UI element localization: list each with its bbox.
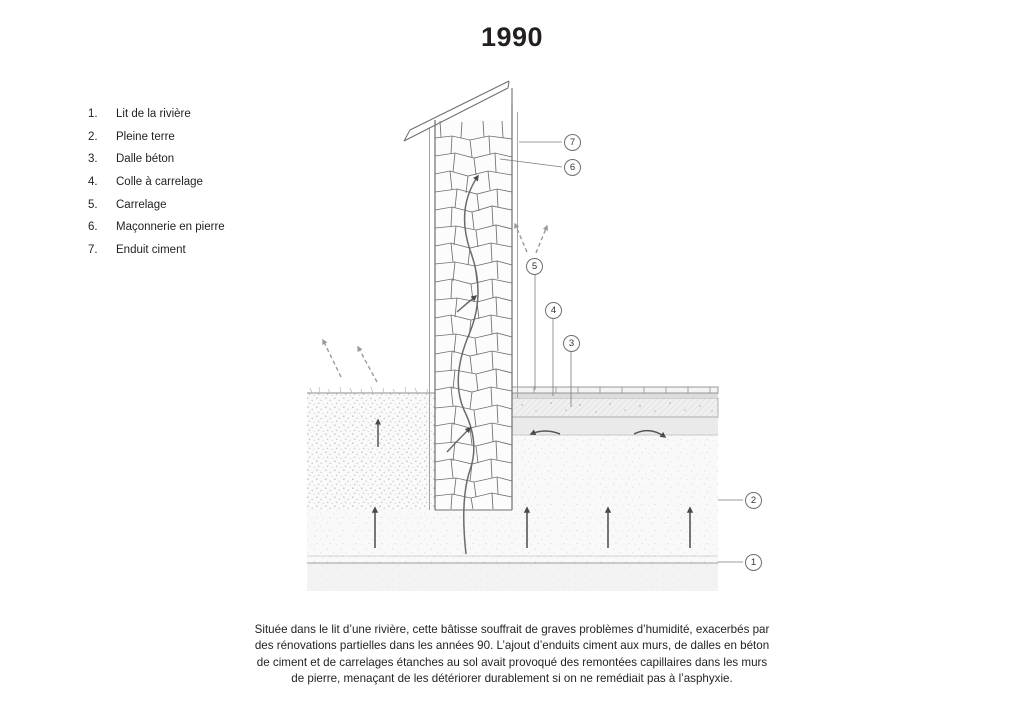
callout-1[interactable]: 1 xyxy=(745,554,762,571)
tile-layer xyxy=(512,387,718,393)
legend-label: Lit de la rivière xyxy=(116,108,191,120)
legend-number: 7. xyxy=(88,244,98,257)
legend-label: Colle à carrelage xyxy=(116,176,203,189)
floor-assembly xyxy=(512,387,718,417)
legend-label: Dalle béton xyxy=(116,153,175,166)
legend-number: 6. xyxy=(88,221,98,234)
callout-4[interactable]: 4 xyxy=(545,302,562,319)
exterior-ground-line xyxy=(307,387,435,393)
legend-number: 4. xyxy=(88,176,98,189)
legend-number: 1. xyxy=(88,108,98,120)
page-title: 1990 xyxy=(480,22,544,52)
legend-number: 2. xyxy=(88,130,98,143)
figure-caption: Située dans le lit d’une rivière, cette bâtisse souffrait de graves problèmes d’humidité, exacerbés par des rénovations partielles dans les années 90. L’ajout d’enduits ciment aux murs, de dalles en béton de ciment et de carrelages étanches au sol avait provoqué des remontées capillaires dans les murs de pierre, menaçant de les détériorer durablement si on ne remédiait pas à l’asphyxie. xyxy=(254,623,770,686)
soil-right-upper xyxy=(512,417,718,435)
tile-glue-layer xyxy=(512,393,718,398)
soil-left-dense xyxy=(307,393,435,511)
concrete-slab xyxy=(512,398,718,417)
callout-5[interactable]: 5 xyxy=(526,258,543,275)
callout-3[interactable]: 3 xyxy=(563,335,580,352)
legend-label: Pleine terre xyxy=(116,130,175,143)
callout-7[interactable]: 7 xyxy=(564,134,581,151)
callout-6[interactable]: 6 xyxy=(564,159,581,176)
callout-2[interactable]: 2 xyxy=(745,492,762,509)
legend-number: 5. xyxy=(88,198,98,211)
legend-label: Enduit ciment xyxy=(116,244,186,257)
legend-label: Maçonnerie en pierre xyxy=(116,221,225,234)
legend-number: 3. xyxy=(88,153,98,166)
legend-label: Carrelage xyxy=(116,198,167,211)
